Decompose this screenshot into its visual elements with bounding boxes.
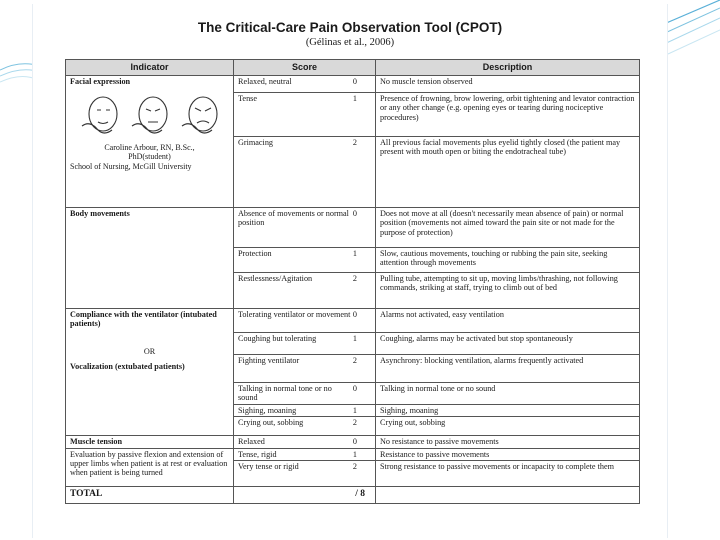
or-label: OR	[143, 346, 156, 356]
score-label: Relaxed, neutral 0	[234, 76, 376, 93]
indicator-cell-ventilator	[66, 309, 234, 436]
score-label: Tense 1	[234, 93, 376, 137]
score-label: Grimacing 2	[234, 137, 376, 208]
description-cell: No muscle tension observed	[376, 76, 640, 93]
description-cell: Pulling tube, attempting to sit up, moving limbs/thrashing, not following commands, striking at staff, trying to climb out of bed	[376, 273, 640, 309]
muscle-detail: Evaluation by passive flexion and extension of upper limbs when patient is at rest or evaluation when patient is being turned	[66, 448, 234, 486]
description-cell: Slow, cautious movements, touching or rubbing the pain site, seeking attention through movements	[376, 248, 640, 273]
description-cell: Sighing, moaning	[376, 404, 640, 416]
score-label: Restlessness/Agitation 2	[234, 273, 376, 309]
score-label: Sighing, moaning 1	[234, 404, 376, 416]
score-label: Absence of movements or normal position 0	[234, 208, 376, 248]
score-label: Fighting ventilator 2	[234, 355, 376, 383]
cpot-table	[65, 59, 640, 504]
document-title: The Critical-Care Pain Observation Tool (CPOT)	[197, 20, 503, 35]
table-row	[66, 309, 640, 333]
description-cell: Asynchrony: blocking ventilation, alarms frequently activated	[376, 355, 640, 383]
indicator-muscle: Muscle tension	[70, 437, 123, 447]
facial-expression-illustration	[78, 90, 228, 138]
total-description	[376, 487, 640, 504]
description-cell: Does not move at all (doesn't necessarily mean absence of pain) or normal position (movements not aimed toward the pain site or not made for the purpose of protection)	[376, 208, 640, 248]
description-cell: Talking in normal tone or no sound	[376, 383, 640, 405]
table-row	[66, 208, 640, 248]
score-label: Protection 1	[234, 248, 376, 273]
description-cell: Crying out, sobbing	[376, 417, 640, 436]
header-score: Score	[234, 60, 376, 76]
table-row	[66, 76, 640, 93]
header-indicator: Indicator	[66, 60, 234, 76]
description-cell: All previous facial movements plus eyelid tightly closed (the patient may present with mouth open or biting the endotracheal tube)	[376, 137, 640, 208]
document-subtitle: (Gélinas et al., 2006)	[305, 37, 395, 48]
indicator-vocalization: Vocalization (extubated patients)	[70, 362, 185, 372]
header-row	[66, 60, 640, 76]
document-page	[32, 4, 668, 538]
indicator-body: Body movements	[70, 209, 130, 218]
description-cell: Strong resistance to passive movements or incapacity to complete them	[376, 461, 640, 487]
score-label: Talking in normal tone or no sound 0	[234, 383, 376, 405]
illustration-credit: Caroline Arbour, RN, B.Sc., PhD(student) School of Nursing, McGill University	[70, 142, 195, 171]
indicator-cell-facial	[66, 76, 234, 208]
indicator-cell-muscle	[66, 436, 234, 448]
total-label: TOTAL	[66, 487, 234, 504]
score-label: Coughing but tolerating 1	[234, 333, 376, 355]
total-score: / 8	[234, 487, 376, 504]
description-cell: No resistance to passive movements	[376, 436, 640, 448]
score-label: Crying out, sobbing 2	[234, 417, 376, 436]
indicator-cell-body	[66, 208, 234, 309]
indicator-facial: Facial expression	[70, 77, 131, 86]
description-cell: Alarms not activated, easy ventilation	[376, 309, 640, 333]
indicator-ventilator: Compliance with the ventilator (intubated patients)	[70, 310, 217, 329]
description-cell: Resistance to passive movements	[376, 448, 640, 460]
score-label: Tense, rigid 1	[234, 448, 376, 460]
description-cell: Coughing, alarms may be activated but stop spontaneously	[376, 333, 640, 355]
table-row	[66, 436, 640, 448]
total-row	[66, 487, 640, 504]
header-description: Description	[376, 60, 640, 76]
score-label: Relaxed 0	[234, 436, 376, 448]
score-label: Tolerating ventilator or movement 0	[234, 309, 376, 333]
score-label: Very tense or rigid 2	[234, 461, 376, 487]
table-row	[66, 448, 640, 460]
description-cell: Presence of frowning, brow lowering, orbit tightening and levator contraction or any other change (e.g. opening eyes or tearing during nociceptive procedures)	[376, 93, 640, 137]
